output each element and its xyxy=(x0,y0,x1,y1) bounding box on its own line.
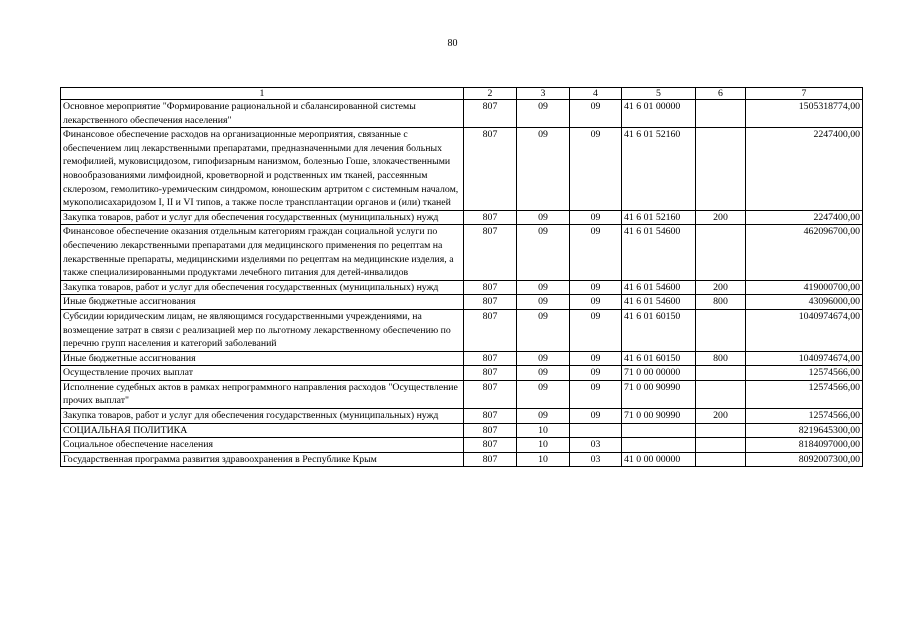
section-code-cell: 09 xyxy=(517,225,570,280)
subsection-code-cell: 09 xyxy=(570,380,622,408)
amount-cell: 419000700,00 xyxy=(746,280,863,295)
admin-code-cell: 807 xyxy=(464,409,517,424)
subsection-code-cell xyxy=(570,423,622,438)
admin-code-cell: 807 xyxy=(464,380,517,408)
table-row xyxy=(61,295,863,310)
amount-cell: 43096000,00 xyxy=(746,295,863,310)
section-code-cell: 09 xyxy=(517,351,570,366)
expense-name-cell: Финансовое обеспечение оказания отдельным категориям граждан социальной услуги по обеспечению лекарственными препаратами для медицинского применения по рецептам на лекарственные препараты, медицинскими изделиями по рецептам на медицинские изделия, а также специализированными продуктами лечебного питания для детей-инвалидов xyxy=(61,225,464,280)
subsection-code-cell: 09 xyxy=(570,128,622,211)
section-code-cell: 09 xyxy=(517,100,570,128)
table-row xyxy=(61,438,863,453)
expense-type-cell xyxy=(696,380,746,408)
admin-code-cell: 807 xyxy=(464,295,517,310)
column-number: 1 xyxy=(61,88,464,100)
target-article-cell: 71 0 00 90990 xyxy=(622,409,696,424)
expense-type-cell: 800 xyxy=(696,351,746,366)
admin-code-cell: 807 xyxy=(464,423,517,438)
amount-cell: 1040974674,00 xyxy=(746,309,863,351)
target-article-cell: 71 0 00 00000 xyxy=(622,366,696,381)
target-article-cell: 41 6 01 54600 xyxy=(622,280,696,295)
section-code-cell: 09 xyxy=(517,366,570,381)
subsection-code-cell: 09 xyxy=(570,409,622,424)
subsection-code-cell: 09 xyxy=(570,225,622,280)
target-article-cell: 71 0 00 90990 xyxy=(622,380,696,408)
admin-code-cell: 807 xyxy=(464,210,517,225)
admin-code-cell: 807 xyxy=(464,351,517,366)
expense-type-cell xyxy=(696,128,746,211)
amount-cell: 12574566,00 xyxy=(746,380,863,408)
subsection-code-cell: 09 xyxy=(570,280,622,295)
admin-code-cell: 807 xyxy=(464,309,517,351)
target-article-cell: 41 0 00 00000 xyxy=(622,452,696,467)
table-row xyxy=(61,100,863,128)
expense-name-cell: Закупка товаров, работ и услуг для обеспечения государственных (муниципальных) нужд xyxy=(61,409,464,424)
admin-code-cell: 807 xyxy=(464,280,517,295)
table-row xyxy=(61,128,863,211)
target-article-cell: 41 6 01 60150 xyxy=(622,351,696,366)
subsection-code-cell: 03 xyxy=(570,452,622,467)
table-row xyxy=(61,409,863,424)
section-code-cell: 10 xyxy=(517,423,570,438)
admin-code-cell: 807 xyxy=(464,128,517,211)
target-article-cell xyxy=(622,438,696,453)
expense-type-cell xyxy=(696,225,746,280)
expense-type-cell: 800 xyxy=(696,295,746,310)
expense-name-cell: Основное мероприятие "Формирование рациональной и сбалансированной системы лекарственного обеспечения населения" xyxy=(61,100,464,128)
table-row xyxy=(61,280,863,295)
table-row xyxy=(61,351,863,366)
column-number: 2 xyxy=(464,88,517,100)
expense-type-cell xyxy=(696,309,746,351)
expense-name-cell: Закупка товаров, работ и услуг для обеспечения государственных (муниципальных) нужд xyxy=(61,210,464,225)
target-article-cell: 41 6 01 54600 xyxy=(622,225,696,280)
admin-code-cell: 807 xyxy=(464,100,517,128)
amount-cell: 12574566,00 xyxy=(746,409,863,424)
expense-name-cell: Осуществление прочих выплат xyxy=(61,366,464,381)
table-row xyxy=(61,423,863,438)
amount-cell: 1505318774,00 xyxy=(746,100,863,128)
subsection-code-cell: 09 xyxy=(570,351,622,366)
section-code-cell: 10 xyxy=(517,438,570,453)
admin-code-cell: 807 xyxy=(464,438,517,453)
table-row xyxy=(61,380,863,408)
expense-name-cell: Иные бюджетные ассигнования xyxy=(61,351,464,366)
subsection-code-cell: 03 xyxy=(570,438,622,453)
expense-name-cell: Субсидии юридическим лицам, не являющимся государственными учреждениями, на возмещение затрат в связи с реализацией мер по льготному лекарственному обеспечению по перечню групп населения и категорий заболеваний xyxy=(61,309,464,351)
expense-type-cell xyxy=(696,438,746,453)
budget-table xyxy=(60,87,863,467)
section-code-cell: 10 xyxy=(517,452,570,467)
target-article-cell: 41 6 01 52160 xyxy=(622,210,696,225)
table-row xyxy=(61,210,863,225)
column-number: 3 xyxy=(517,88,570,100)
target-article-cell: 41 6 01 00000 xyxy=(622,100,696,128)
section-code-cell: 09 xyxy=(517,309,570,351)
table-row xyxy=(61,309,863,351)
expense-type-cell xyxy=(696,100,746,128)
subsection-code-cell: 09 xyxy=(570,210,622,225)
expense-name-cell: Финансовое обеспечение расходов на организационные мероприятия, связанные с обеспечением лиц лекарственными препаратами, предназначенными для лечения больных гемофилией, муковисцидозом, гипофизарным нанизмом, болезнью Гоше, злокачественными новообразованиями лимфоидной, кроветворной и родственных им тканей, рассеянным склерозом, гемолитико-уремическим синдромом, юношеским артритом с системным началом, мукополисахаридозом I, II и VI типов, а также после трансплантации органов и (или) тканей xyxy=(61,128,464,211)
section-code-cell: 09 xyxy=(517,380,570,408)
target-article-cell: 41 6 01 52160 xyxy=(622,128,696,211)
amount-cell: 462096700,00 xyxy=(746,225,863,280)
subsection-code-cell: 09 xyxy=(570,309,622,351)
amount-cell: 2247400,00 xyxy=(746,210,863,225)
table-row xyxy=(61,452,863,467)
column-number: 7 xyxy=(746,88,863,100)
target-article-cell: 41 6 01 54600 xyxy=(622,295,696,310)
admin-code-cell: 807 xyxy=(464,452,517,467)
target-article-cell: 41 6 01 60150 xyxy=(622,309,696,351)
section-code-cell: 09 xyxy=(517,409,570,424)
target-article-cell xyxy=(622,423,696,438)
section-code-cell: 09 xyxy=(517,280,570,295)
expense-name-cell: Исполнение судебных актов в рамках непрограммного направления расходов "Осуществление прочих выплат" xyxy=(61,380,464,408)
subsection-code-cell: 09 xyxy=(570,100,622,128)
column-number: 5 xyxy=(622,88,696,100)
amount-cell: 1040974674,00 xyxy=(746,351,863,366)
expense-name-cell: Закупка товаров, работ и услуг для обеспечения государственных (муниципальных) нужд xyxy=(61,280,464,295)
amount-cell: 8219645300,00 xyxy=(746,423,863,438)
column-number: 6 xyxy=(696,88,746,100)
amount-cell: 8184097000,00 xyxy=(746,438,863,453)
amount-cell: 8092007300,00 xyxy=(746,452,863,467)
expense-type-cell: 200 xyxy=(696,280,746,295)
expense-type-cell: 200 xyxy=(696,210,746,225)
expense-name-cell: Социальное обеспечение населения xyxy=(61,438,464,453)
expense-name-cell: СОЦИАЛЬНАЯ ПОЛИТИКА xyxy=(61,423,464,438)
expense-type-cell xyxy=(696,423,746,438)
section-code-cell: 09 xyxy=(517,295,570,310)
column-number-row xyxy=(61,88,863,100)
table-row xyxy=(61,366,863,381)
amount-cell: 12574566,00 xyxy=(746,366,863,381)
table-row xyxy=(61,225,863,280)
admin-code-cell: 807 xyxy=(464,366,517,381)
expense-name-cell: Иные бюджетные ассигнования xyxy=(61,295,464,310)
section-code-cell: 09 xyxy=(517,210,570,225)
expense-type-cell: 200 xyxy=(696,409,746,424)
expense-type-cell xyxy=(696,452,746,467)
section-code-cell: 09 xyxy=(517,128,570,211)
page-number: 80 xyxy=(447,38,458,49)
expense-type-cell xyxy=(696,366,746,381)
subsection-code-cell: 09 xyxy=(570,295,622,310)
expense-name-cell: Государственная программа развития здравоохранения в Республике Крым xyxy=(61,452,464,467)
admin-code-cell: 807 xyxy=(464,225,517,280)
subsection-code-cell: 09 xyxy=(570,366,622,381)
column-number: 4 xyxy=(570,88,622,100)
amount-cell: 2247400,00 xyxy=(746,128,863,211)
